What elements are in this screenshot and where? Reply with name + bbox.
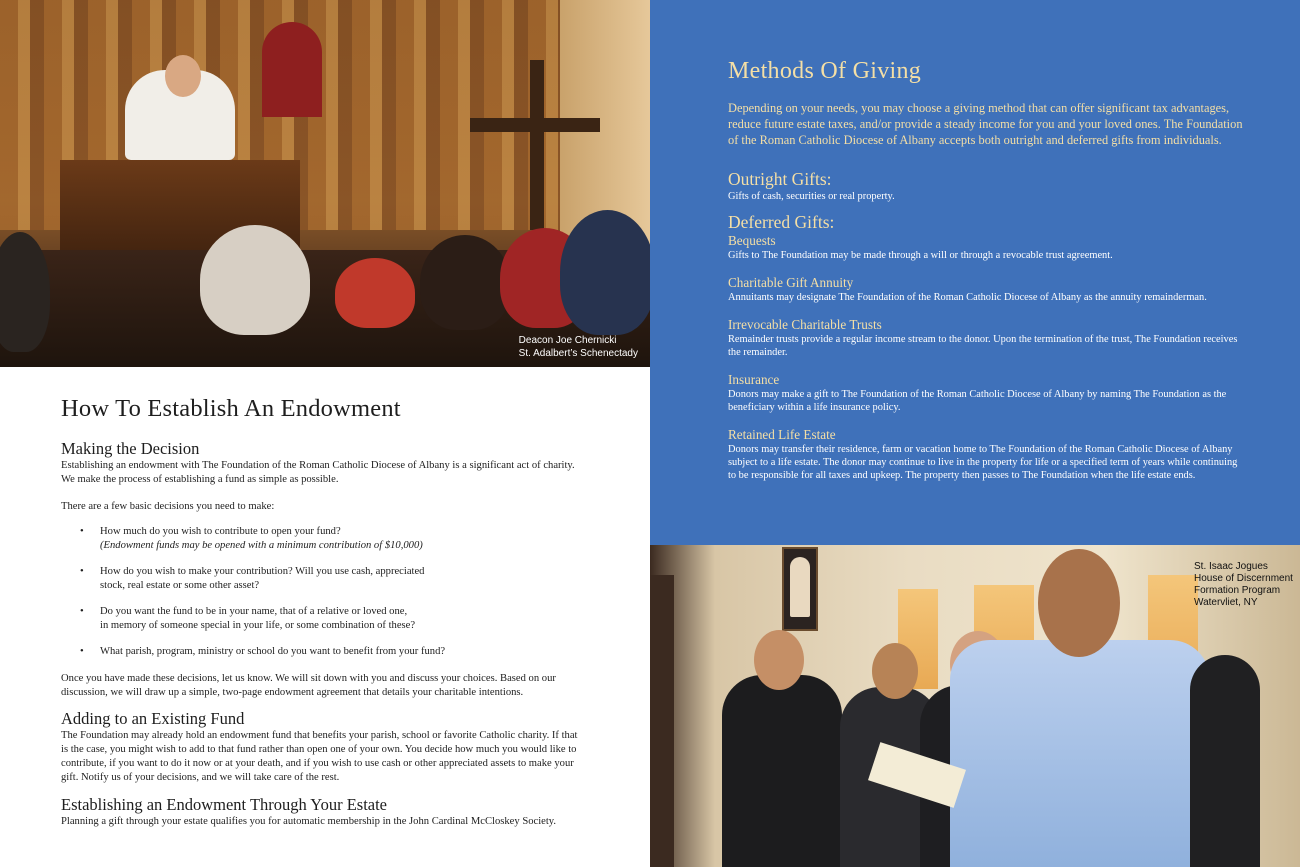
list-item (61, 605, 581, 632)
seminarians-photo-caption (1194, 561, 1293, 609)
list-item-line: How much do you wish to contribute to open your fund? (100, 526, 341, 538)
list-item (61, 645, 581, 659)
crucifix (530, 60, 544, 230)
giving-title: Methods Of Giving (728, 58, 922, 84)
decisions-followup: Once you have made these decisions, let us know. We will sit down with you and discuss your choices. Based on our discussion, we will draw up a simple, two-page endowment agreement that details your charitable intentions. (61, 672, 556, 698)
endowment-section (61, 395, 581, 828)
endowment-title: How To Establish An Endowment (61, 395, 401, 422)
method-bequests-heading: Bequests (728, 233, 776, 249)
seminarian-head (1038, 549, 1120, 657)
list-item-line: How do you wish to make your contribution? Will you use cash, appreciated (100, 566, 425, 578)
bullet-glyph: • (80, 606, 84, 618)
crucifix-beam (470, 118, 600, 132)
caption-place: St. Adalbert’s Schenectady (518, 347, 638, 359)
giving-intro: Depending on your needs, you may choose a giving method that can offer significant tax advantages, reduce future estate taxes, and/or provide a steady income for you and your loved ones. The Foundation of the Roman Catholic Diocese of Albany accepts both outright and deferred gifts from individuals. (728, 101, 1243, 147)
seminarian-figure (950, 640, 1210, 867)
bullet-glyph: • (80, 566, 84, 578)
estate-heading: Establishing an Endowment Through Your Estate (61, 794, 388, 814)
seminarian-head (754, 630, 804, 690)
list-item-line: in memory of someone special in your life, or some combination of these? (100, 619, 416, 631)
decisions-list (61, 525, 581, 659)
divine-mercy-painting (782, 547, 818, 631)
list-item (61, 525, 581, 552)
method-insurance-text: Donors may make a gift to The Foundation of the Roman Catholic Diocese of Albany by naming The Foundation as the beneficiary within a life insurance policy. (728, 389, 1227, 414)
altar-arch (262, 22, 322, 117)
church-photo (0, 0, 650, 367)
list-item-line: Do you want the fund to be in your name, that of a relative or loved one, (100, 606, 408, 618)
methods-of-giving-panel (650, 0, 1300, 545)
outright-gifts-heading: Outright Gifts: (728, 169, 832, 190)
outright-gifts-text: Gifts of cash, securities or real property. (728, 191, 895, 203)
method-trusts-heading: Irrevocable Charitable Trusts (728, 317, 882, 333)
congregant (420, 235, 510, 330)
list-item-line: What parish, program, ministry or school do you want to benefit from your fund? (100, 646, 446, 658)
doorway (650, 575, 674, 867)
caption-line: Watervliet, NY (1194, 597, 1258, 608)
congregant (200, 225, 310, 335)
caption-line: St. Isaac Jogues (1194, 561, 1268, 572)
church-photo-caption (519, 335, 638, 360)
estate-paragraph: Planning a gift through your estate qualifies you for automatic membership in the John Cardinal McCloskey Society. (61, 815, 557, 827)
method-gift-annuity-heading: Charitable Gift Annuity (728, 275, 854, 291)
deferred-gifts-heading: Deferred Gifts: (728, 212, 835, 233)
decisions-intro: There are a few basic decisions you need to make: (61, 500, 275, 512)
caption-line: House of Discernment (1194, 573, 1293, 584)
bullet-glyph: • (80, 526, 84, 538)
making-decision-paragraph: Establishing an endowment with The Foundation of the Roman Catholic Diocese of Albany is a significant act of charity. We make the process of establishing a fund as simple as possible. (61, 460, 575, 485)
caption-line: Formation Program (1194, 585, 1281, 596)
congregant (560, 210, 650, 335)
seminarian-head (872, 643, 918, 699)
list-item-note: (Endowment funds may be opened with a minimum contribution of $10,000) (100, 539, 423, 551)
seminarian-figure (722, 675, 842, 867)
method-life-estate-heading: Retained Life Estate (728, 427, 836, 443)
making-decision-heading: Making the Decision (61, 439, 200, 458)
method-trusts-text: Remainder trusts provide a regular income stream to the donor. Upon the termination of the trust, The Foundation receives the remainder. (728, 334, 1238, 359)
list-item-line: stock, real estate or some other asset? (100, 579, 260, 591)
method-bequests-text: Gifts to The Foundation may be made through a will or through a revocable trust agreement. (728, 250, 1113, 262)
adding-fund-paragraph: The Foundation may already hold an endowment fund that benefits your parish, school or favorite Catholic charity. If that is the case, you might wish to add to that fund rather than open one of your own. You decide how much you would like to contribute, if you want to do it now or at your death, and if you wish to use cash or other appreciated assets to make your gift. Notify us of your decisions, and we will take care of the rest. (61, 730, 578, 783)
method-gift-annuity-text: Annuitants may designate The Foundation of the Roman Catholic Diocese of Albany as the annuity remainderman. (728, 292, 1207, 304)
method-insurance-heading: Insurance (728, 372, 780, 388)
deacon-head (165, 55, 201, 97)
method-life-estate-text: Donors may transfer their residence, farm or vacation home to The Foundation of the Roman Catholic Diocese of Albany subject to a life estate. The donor may continue to live in the property for life or a specified term of years while continuing to be responsible for all taxes and upkeep. The property then passes to The Foundation when the life estate ends. (728, 444, 1238, 482)
list-item (61, 565, 581, 592)
adding-fund-heading: Adding to an Existing Fund (61, 709, 245, 729)
bullet-glyph: • (80, 646, 84, 658)
caption-name: Deacon Joe Chernicki (518, 335, 617, 346)
seminarian-figure (1190, 655, 1260, 867)
congregant (335, 258, 415, 328)
